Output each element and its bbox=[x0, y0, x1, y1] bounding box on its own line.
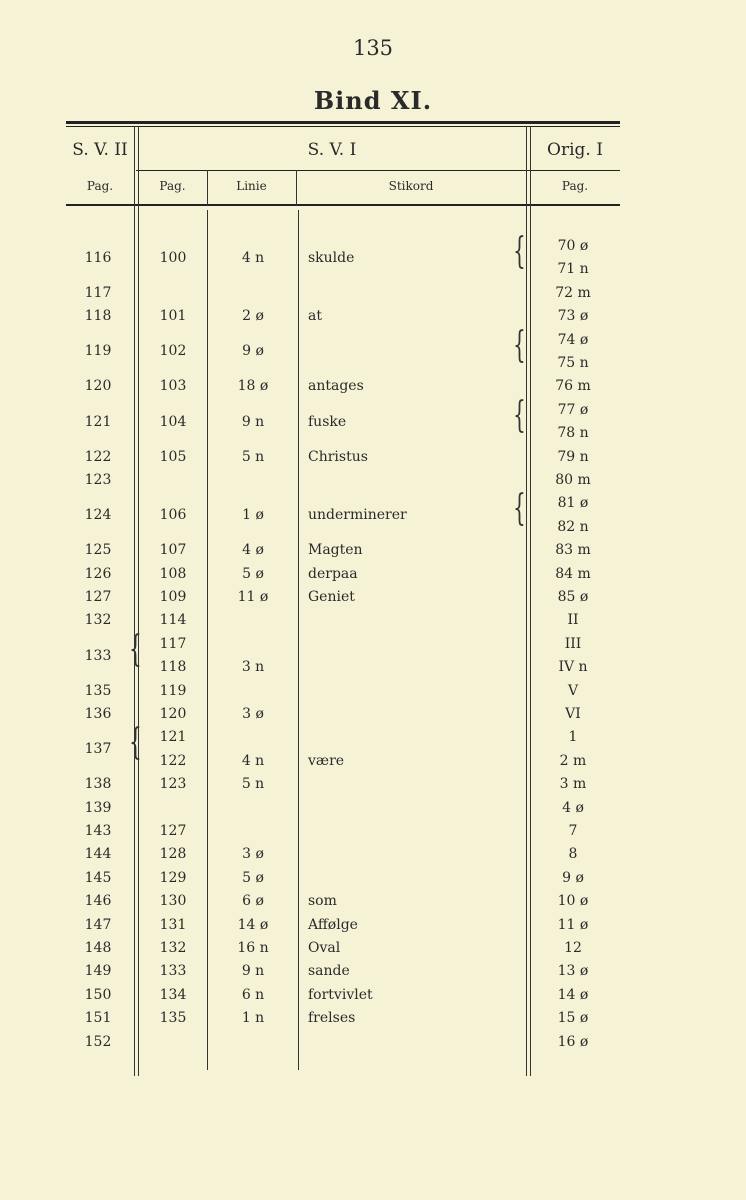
orig-pag-cell: 16 ø bbox=[557, 1033, 589, 1050]
brace-icon: { bbox=[513, 231, 526, 272]
orig-pag-cell: 70 ø bbox=[557, 238, 589, 254]
orig-pag-cell: 84 m bbox=[555, 565, 591, 582]
sv1-pag-cell: 119 bbox=[159, 682, 187, 699]
column-divider bbox=[526, 126, 527, 1076]
sv1-pag-cell: 121 bbox=[159, 729, 187, 746]
orig-pag-cell: 85 ø bbox=[557, 589, 589, 605]
orig-pag-cell: 9 ø bbox=[562, 869, 584, 886]
sv2-pag-cell: 125 bbox=[84, 542, 112, 559]
sv2-pag-cell: 152 bbox=[84, 1033, 112, 1050]
sv1-pag-cell: 109 bbox=[159, 589, 187, 605]
sv1-pag-cell: 128 bbox=[159, 846, 187, 863]
sv2-pag-cell: 146 bbox=[84, 893, 112, 910]
sv2-pag-cell: 145 bbox=[84, 869, 112, 886]
orig-pag-cell: 80 m bbox=[555, 472, 591, 488]
sv1-pag-cell: 127 bbox=[159, 823, 187, 839]
header-sv1-pag: Pag. bbox=[159, 179, 186, 193]
orig-pag-cell: 83 m bbox=[555, 542, 591, 559]
column-divider bbox=[298, 210, 299, 1070]
sv1-pag-cell: 114 bbox=[159, 612, 187, 629]
sv1-pag-cell: 122 bbox=[159, 752, 187, 769]
orig-pag-cell: V bbox=[567, 682, 579, 699]
sv1-pag-cell: 104 bbox=[159, 413, 187, 430]
column-divider bbox=[134, 126, 135, 1076]
stikord-cell: være bbox=[308, 752, 345, 769]
sv1-linie-cell: 6 n bbox=[241, 986, 265, 1003]
sv2-pag-cell: 119 bbox=[84, 343, 112, 360]
sv2-pag-cell: 151 bbox=[84, 1010, 112, 1027]
sv1-pag-cell: 123 bbox=[159, 776, 187, 793]
sv1-pag-cell: 131 bbox=[159, 916, 187, 933]
sv2-pag-cell: 127 bbox=[84, 589, 112, 605]
sv2-pag-cell: 139 bbox=[84, 799, 112, 816]
sv2-pag-cell: 138 bbox=[84, 776, 112, 793]
orig-pag-cell: III bbox=[564, 635, 582, 652]
sv1-linie-cell: 2 ø bbox=[242, 308, 264, 325]
sv1-linie-cell: 3 n bbox=[241, 659, 265, 676]
volume-title: Bind XI. bbox=[313, 86, 433, 115]
sv2-pag-cell: 137 bbox=[84, 741, 112, 758]
stikord-cell: Christus bbox=[308, 448, 368, 465]
sv1-linie-cell: 5 ø bbox=[242, 869, 264, 886]
stikord-cell: skulde bbox=[308, 249, 355, 266]
sv2-pag-cell: 116 bbox=[84, 249, 112, 266]
sv1-linie-cell: 11 ø bbox=[237, 589, 269, 605]
sv2-pag-cell: 136 bbox=[84, 706, 112, 722]
sv1-pag-cell: 105 bbox=[159, 448, 187, 465]
orig-pag-cell: 74 ø bbox=[557, 331, 589, 348]
orig-pag-cell: 81 ø bbox=[557, 495, 589, 512]
orig-pag-cell: 72 m bbox=[555, 284, 591, 301]
orig-pag-cell: 4 ø bbox=[562, 799, 584, 816]
orig-pag-cell: 14 ø bbox=[557, 986, 589, 1003]
orig-pag-cell: 13 ø bbox=[557, 963, 589, 980]
page-number: 135 bbox=[352, 36, 394, 60]
sv1-pag-cell: 134 bbox=[159, 986, 187, 1003]
sv1-linie-cell: 4 n bbox=[241, 752, 265, 769]
sv1-pag-cell: 133 bbox=[159, 963, 187, 980]
sv2-pag-cell: 123 bbox=[84, 472, 112, 488]
header-orig-pag: Pag. bbox=[561, 179, 589, 193]
header-sv2: S. V. II bbox=[72, 140, 128, 160]
table-top-rule bbox=[66, 121, 620, 124]
sv1-linie-cell: 4 ø bbox=[242, 542, 264, 559]
sv2-pag-cell: 150 bbox=[84, 986, 112, 1003]
stikord-cell: fortvivlet bbox=[308, 986, 373, 1003]
orig-pag-cell: 11 ø bbox=[557, 916, 589, 933]
sv2-pag-cell: 143 bbox=[84, 823, 112, 839]
sv1-pag-cell: 118 bbox=[159, 659, 187, 676]
sv1-linie-cell: 3 ø bbox=[242, 706, 264, 722]
orig-pag-cell: 82 n bbox=[557, 518, 589, 535]
orig-pag-cell: 8 bbox=[568, 846, 578, 863]
orig-pag-cell: 76 m bbox=[555, 378, 591, 395]
orig-pag-cell: 79 n bbox=[557, 448, 589, 465]
sv1-linie-cell: 18 ø bbox=[237, 378, 269, 395]
sv1-pag-cell: 135 bbox=[159, 1010, 187, 1027]
brace-icon: { bbox=[513, 324, 526, 366]
header-sv2-pag: Pag. bbox=[86, 179, 114, 193]
stikord-cell: som bbox=[308, 893, 337, 910]
orig-pag-cell: 71 n bbox=[557, 261, 589, 278]
sv1-linie-cell: 5 ø bbox=[242, 565, 264, 582]
stikord-cell: Oval bbox=[308, 940, 341, 956]
orig-pag-cell: 12 bbox=[564, 940, 582, 956]
brace-icon: { bbox=[513, 488, 526, 530]
sv1-linie-cell: 9 n bbox=[241, 963, 265, 980]
orig-pag-cell: 3 m bbox=[559, 776, 587, 793]
table-top-rule-thin bbox=[66, 126, 620, 127]
sv1-linie-cell: 4 n bbox=[241, 249, 265, 266]
sv2-pag-cell: 132 bbox=[84, 612, 112, 629]
stikord-cell: Geniet bbox=[308, 589, 355, 605]
orig-pag-cell: 15 ø bbox=[557, 1010, 589, 1027]
sv1-pag-cell: 120 bbox=[159, 706, 187, 722]
stikord-cell: Affølge bbox=[308, 916, 358, 933]
sv2-pag-cell: 133 bbox=[84, 647, 112, 664]
sv1-linie-cell: 3 ø bbox=[242, 846, 264, 863]
sv2-pag-cell: 148 bbox=[84, 940, 112, 956]
stikord-cell: fuske bbox=[308, 413, 347, 430]
sv1-pag-cell: 102 bbox=[159, 343, 187, 360]
sv2-pag-cell: 144 bbox=[84, 846, 112, 863]
stikord-cell: antages bbox=[308, 378, 364, 395]
orig-pag-cell: 73 ø bbox=[557, 308, 589, 325]
sv2-pag-cell: 124 bbox=[84, 507, 112, 524]
sv1-linie-cell: 9 ø bbox=[242, 343, 264, 360]
sv2-pag-cell: 135 bbox=[84, 682, 112, 699]
sv1-pag-cell: 108 bbox=[159, 565, 187, 582]
header-bottom-rule bbox=[66, 204, 620, 206]
header-orig: Orig. I bbox=[547, 140, 603, 160]
stikord-cell: sande bbox=[308, 963, 350, 980]
header-mid-rule bbox=[136, 170, 620, 171]
sv1-pag-cell: 117 bbox=[159, 635, 187, 652]
brace-icon: { bbox=[129, 628, 142, 670]
orig-pag-cell: 77 ø bbox=[557, 401, 589, 418]
header-sv1: S. V. I bbox=[307, 140, 357, 160]
sv2-pag-cell: 122 bbox=[84, 448, 112, 465]
sv1-linie-cell: 16 n bbox=[237, 940, 269, 956]
sv1-linie-cell: 5 n bbox=[241, 448, 265, 465]
stikord-cell: Magten bbox=[308, 542, 363, 559]
stikord-cell: at bbox=[308, 308, 322, 325]
sv1-pag-cell: 100 bbox=[159, 249, 187, 266]
sv1-linie-cell: 1 n bbox=[241, 1010, 265, 1027]
brace-icon: { bbox=[513, 394, 526, 436]
orig-pag-cell: 78 n bbox=[557, 425, 589, 442]
stikord-cell: derpaa bbox=[308, 565, 358, 582]
header-sv1-linie: Linie bbox=[236, 179, 267, 193]
sv2-pag-cell: 120 bbox=[84, 378, 112, 395]
sv1-linie-cell: 9 n bbox=[241, 413, 265, 430]
header-sv1-stikord: Stikord bbox=[388, 179, 434, 193]
orig-pag-cell: 7 bbox=[568, 823, 578, 839]
orig-pag-cell: 75 n bbox=[557, 355, 589, 371]
orig-pag-cell: 10 ø bbox=[557, 893, 589, 910]
sv1-pag-cell: 132 bbox=[159, 940, 187, 956]
orig-pag-cell: II bbox=[567, 612, 579, 629]
sv1-pag-cell: 130 bbox=[159, 893, 187, 910]
sv1-linie-cell: 14 ø bbox=[237, 916, 269, 933]
sv1-pag-cell: 106 bbox=[159, 507, 187, 524]
sv2-pag-cell: 121 bbox=[84, 413, 112, 430]
stikord-cell: frelses bbox=[308, 1010, 356, 1027]
sv2-pag-cell: 126 bbox=[84, 565, 112, 582]
sv2-pag-cell: 149 bbox=[84, 963, 112, 980]
sv2-pag-cell: 118 bbox=[84, 308, 112, 325]
sv1-linie-cell: 5 n bbox=[241, 776, 265, 793]
sv1-pag-cell: 103 bbox=[159, 378, 187, 395]
stikord-cell: underminerer bbox=[308, 507, 407, 524]
sv1-pag-cell: 129 bbox=[159, 869, 187, 886]
sv1-linie-cell: 1 ø bbox=[242, 507, 264, 524]
sv2-pag-cell: 147 bbox=[84, 916, 112, 933]
brace-icon: { bbox=[129, 722, 142, 764]
sv1-pag-cell: 107 bbox=[159, 542, 187, 559]
sv2-pag-cell: 117 bbox=[84, 284, 112, 301]
sv1-pag-cell: 101 bbox=[159, 308, 187, 325]
orig-pag-cell: VI bbox=[565, 706, 581, 722]
orig-pag-cell: 2 m bbox=[559, 752, 587, 769]
orig-pag-cell: IV n bbox=[558, 659, 588, 676]
sv1-linie-cell: 6 ø bbox=[242, 893, 264, 910]
orig-pag-cell: 1 bbox=[568, 729, 578, 746]
